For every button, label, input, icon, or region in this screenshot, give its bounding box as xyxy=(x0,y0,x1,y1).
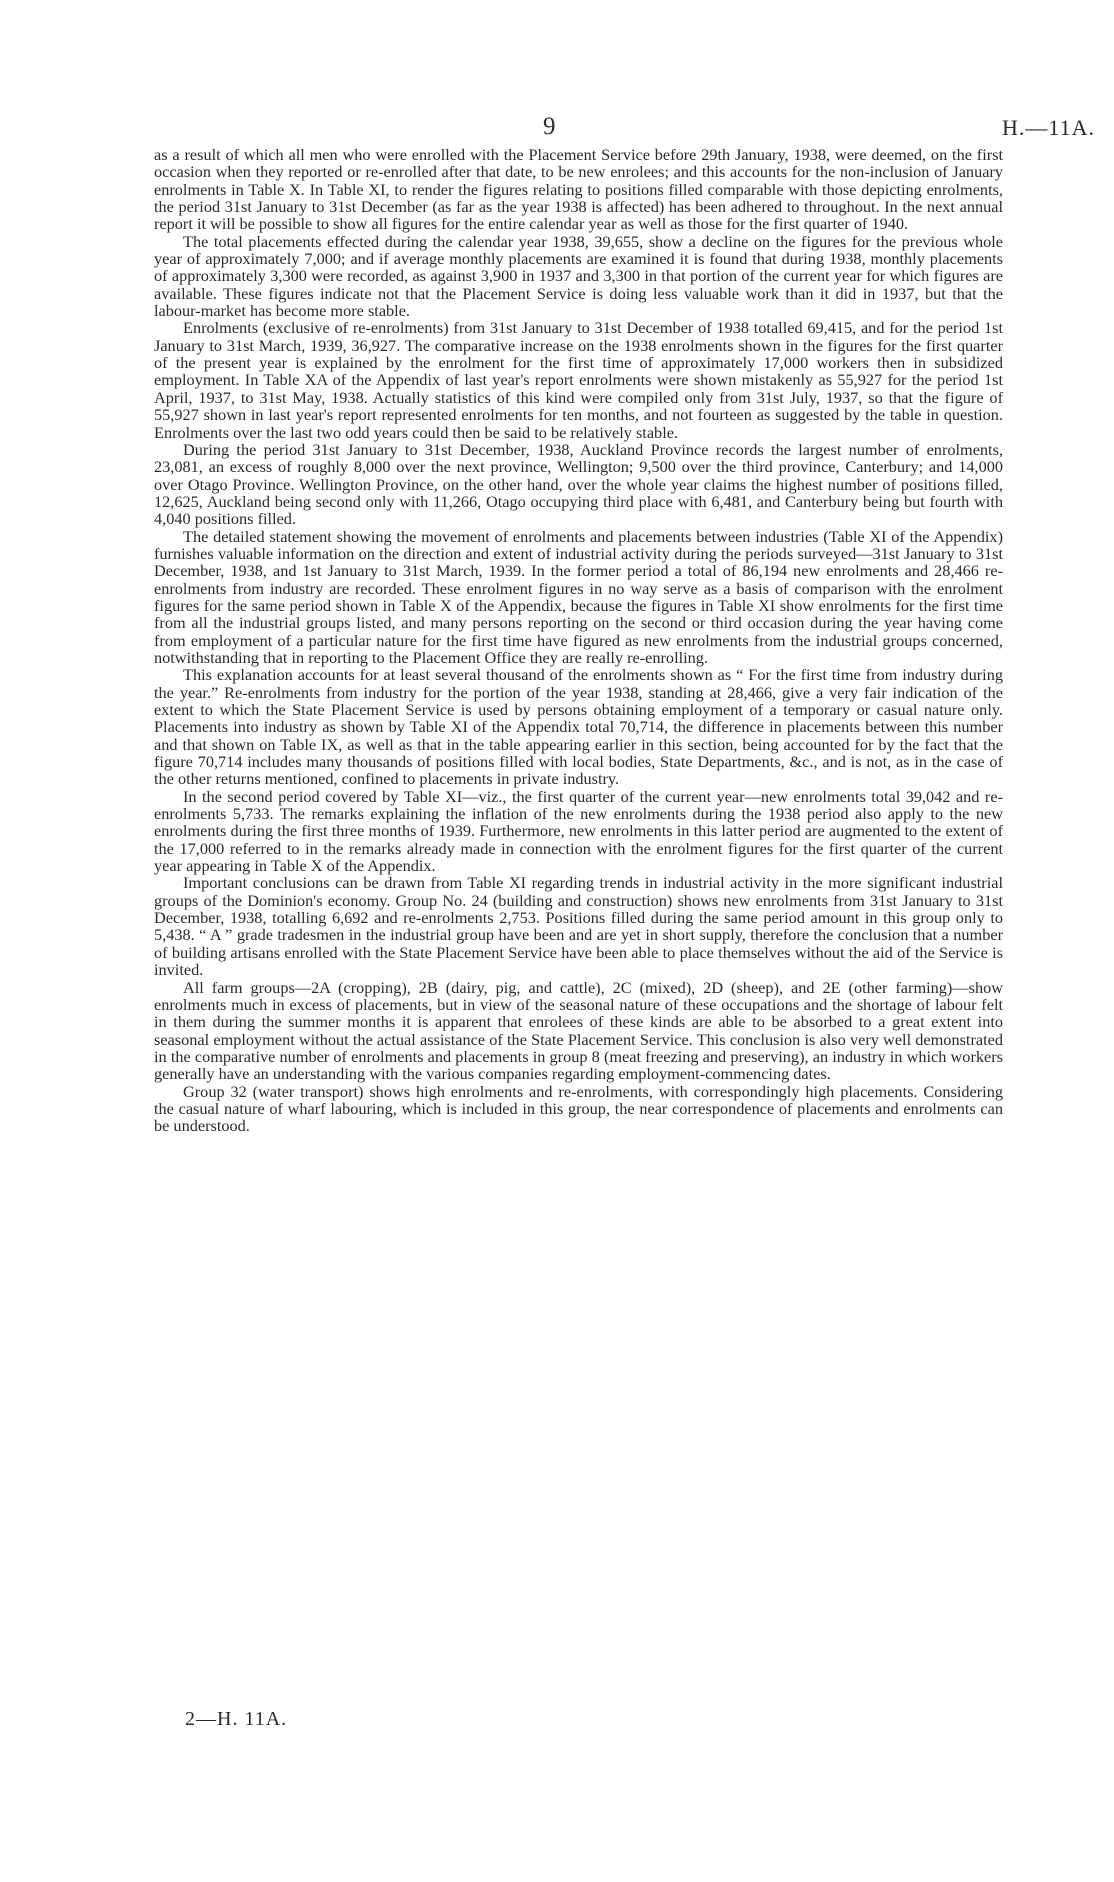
paragraph-explanation: This explanation accounts for at least several thousand of the enrolments shown as “ For the first time from industry during the year.” Re-enrolments from industry for the portion of the year 1938, standing at 28,466, give a very fair indication of the extent to which the State Placement Service is used by persons obtaining employment of a temporary or casual nature only. Placements into industry as shown by Table XI of the Appendix total 70,714, the difference in placements between this number and that shown on Table IX, as well as that in the table appearing earlier in this section, being accounted for by the fact that the figure 70,714 includes many thousands of positions filled with local bodies, State Departments, &c., and is not, as in the case of the other returns mentioned, confined to placements in private industry. xyxy=(154,665,1003,789)
paragraph-farm-groups: All farm groups—2A (cropping), 2B (dairy, pig, and cattle), 2C (mixed), 2D (sheep), and 2E (other farming)—show enrolments much in excess of placements, but in view of the seasonal nature of these occupations and the shortage of labour felt in them during the summer months it is apparent that enrolees of these kinds are able to be absorbed to a great extent into seasonal employment without the actual assistance of the State Placement Service. This conclusion is also very well demonstrated in the comparative number of enrolments and placements in group 8 (meat freezing and preserving), an industry in which workers generally have an understanding with the various companies regarding employment-commencing dates. xyxy=(154,977,1003,1084)
signature-reference: 2—H. 11A. xyxy=(185,1708,288,1730)
body-text xyxy=(154,146,1003,1135)
paragraph-conclusions: Important conclusions can be drawn from Table XI regarding trends in industrial activity in the more significant industrial groups of the Dominion's economy. Group No. 24 (building and construction) shows new enrolments from 31st January to 31st December, 1938, totalling 6,692 and re-enrolments 2,753. Positions filled during the same period amount in this group only to 5,438. “ A ” grade tradesmen in the industrial group have been and are yet in short supply, therefore the conclusion that a number of building artisans enrolled with the State Placement Service have been able to place themselves without the aid of the Service is invited. xyxy=(154,873,1003,980)
page-number: 9 xyxy=(543,113,556,140)
document-reference: H.—11A. xyxy=(1002,115,1095,140)
paragraph-enrolments: Enrolments (exclusive of re-enrolments) from 31st January to 31st December of 1938 totalled 69,415, and for the period 1st January to 31st March, 1939, 36,927. The comparative increase on the 1938 enrolments shown in the figures for the first quarter of the present year is explained by the enrolment for the first time of approximately 17,000 workers then in subsidized employment. In Table XA of the Appendix of last year's report enrolments were shown mistakenly as 55,927 for the period 1st April, 1937, to 31st May, 1938. Actually statistics of this kind were compiled only from 31st July, 1937, so that the figure of 55,927 shown in last year's report represented enrolments for ten months, and not fourteen as suggested by the table in question. Enrolments over the last two odd years could then be said to be relatively stable. xyxy=(154,318,1003,442)
paragraph-water-transport: Group 32 (water transport) shows high enrolments and re-enrolments, with correspondingly high placements. Considering the casual nature of wharf labouring, which is included in this group, the near correspondence of placements and enrolments can be understood. xyxy=(154,1081,1003,1136)
paragraph-second-period: In the second period covered by Table XI—viz., the first quarter of the current year—new enrolments total 39,042 and re-enrolments 5,733. The remarks explaining the inflation of the new enrolments during the 1938 period also apply to the new enrolments during the first three months of 1939. Furthermore, new enrolments in this latter period are augmented to the extent of the 17,000 referred to in the remarks already made in connection with the enrolment figures for the first quarter of the current year appearing in Table X of the Appendix. xyxy=(154,786,1003,876)
paragraph-continuation: as a result of which all men who were enrolled with the Placement Service before 29th January, 1938, were deemed, on the first occasion when they reported or re-enrolled after that date, to be new enrolees; and this accounts for the non-inclusion of January enrolments in Table X. In Table XI, to render the figures relating to positions filled comparable with those depicting enrolments, the period 31st January to 31st December (as far as the year 1938 is affected) has been adhered to throughout. In the next annual report it will be possible to show all figures for the entire calendar year as well as those for the first quarter of 1940. xyxy=(154,145,1003,234)
paragraph-detailed-statement: The detailed statement showing the movement of enrolments and placements between industries (Table XI of the Appendix) furnishes valuable information on the direction and extent of industrial activity during the periods surveyed—31st January to 31st December, 1938, and 1st January to 31st March, 1939. In the former period a total of 86,194 new enrolments and 28,466 re-enrolments from industry are recorded. These enrolment figures in no way serve as a basis of comparison with the enrolment figures for the same period shown in Table X of the Appendix, because the figures in Table XI show enrolments for the first time from all the industrial groups listed, and many persons reporting on the second or third occasion during the year having come from employment of a particular nature for the first time have figured as new enrolments from the industrial groups concerned, notwithstanding that in reporting to the Placement Office they are really re-enrolling. xyxy=(154,526,1003,667)
paragraph-provinces: During the period 31st January to 31st December, 1938, Auckland Province records the largest number of enrolments, 23,081, an excess of roughly 8,000 over the next province, Wellington; 9,500 over the third province, Canterbury; and 14,000 over Otago Province. Wellington Province, on the other hand, over the whole year claims the highest number of positions filled, 12,625, Auckland being second only with 11,266, Otago occupying third place with 6,481, and Canterbury being but fourth with 4,040 positions filled. xyxy=(154,439,1003,529)
paragraph-total-placements: The total placements effected during the calendar year 1938, 39,655, show a decline on the figures for the previous whole year of approximately 7,000; and if average monthly placements are examined it is found that during 1938, monthly placements of approximately 3,300 were recorded, as against 3,900 in 1937 and 3,300 in that portion of the current year for which figures are available. These figures indicate not that the Placement Service is doing less valuable work than it did in 1937, but that the labour-market has become more stable. xyxy=(154,231,1003,321)
